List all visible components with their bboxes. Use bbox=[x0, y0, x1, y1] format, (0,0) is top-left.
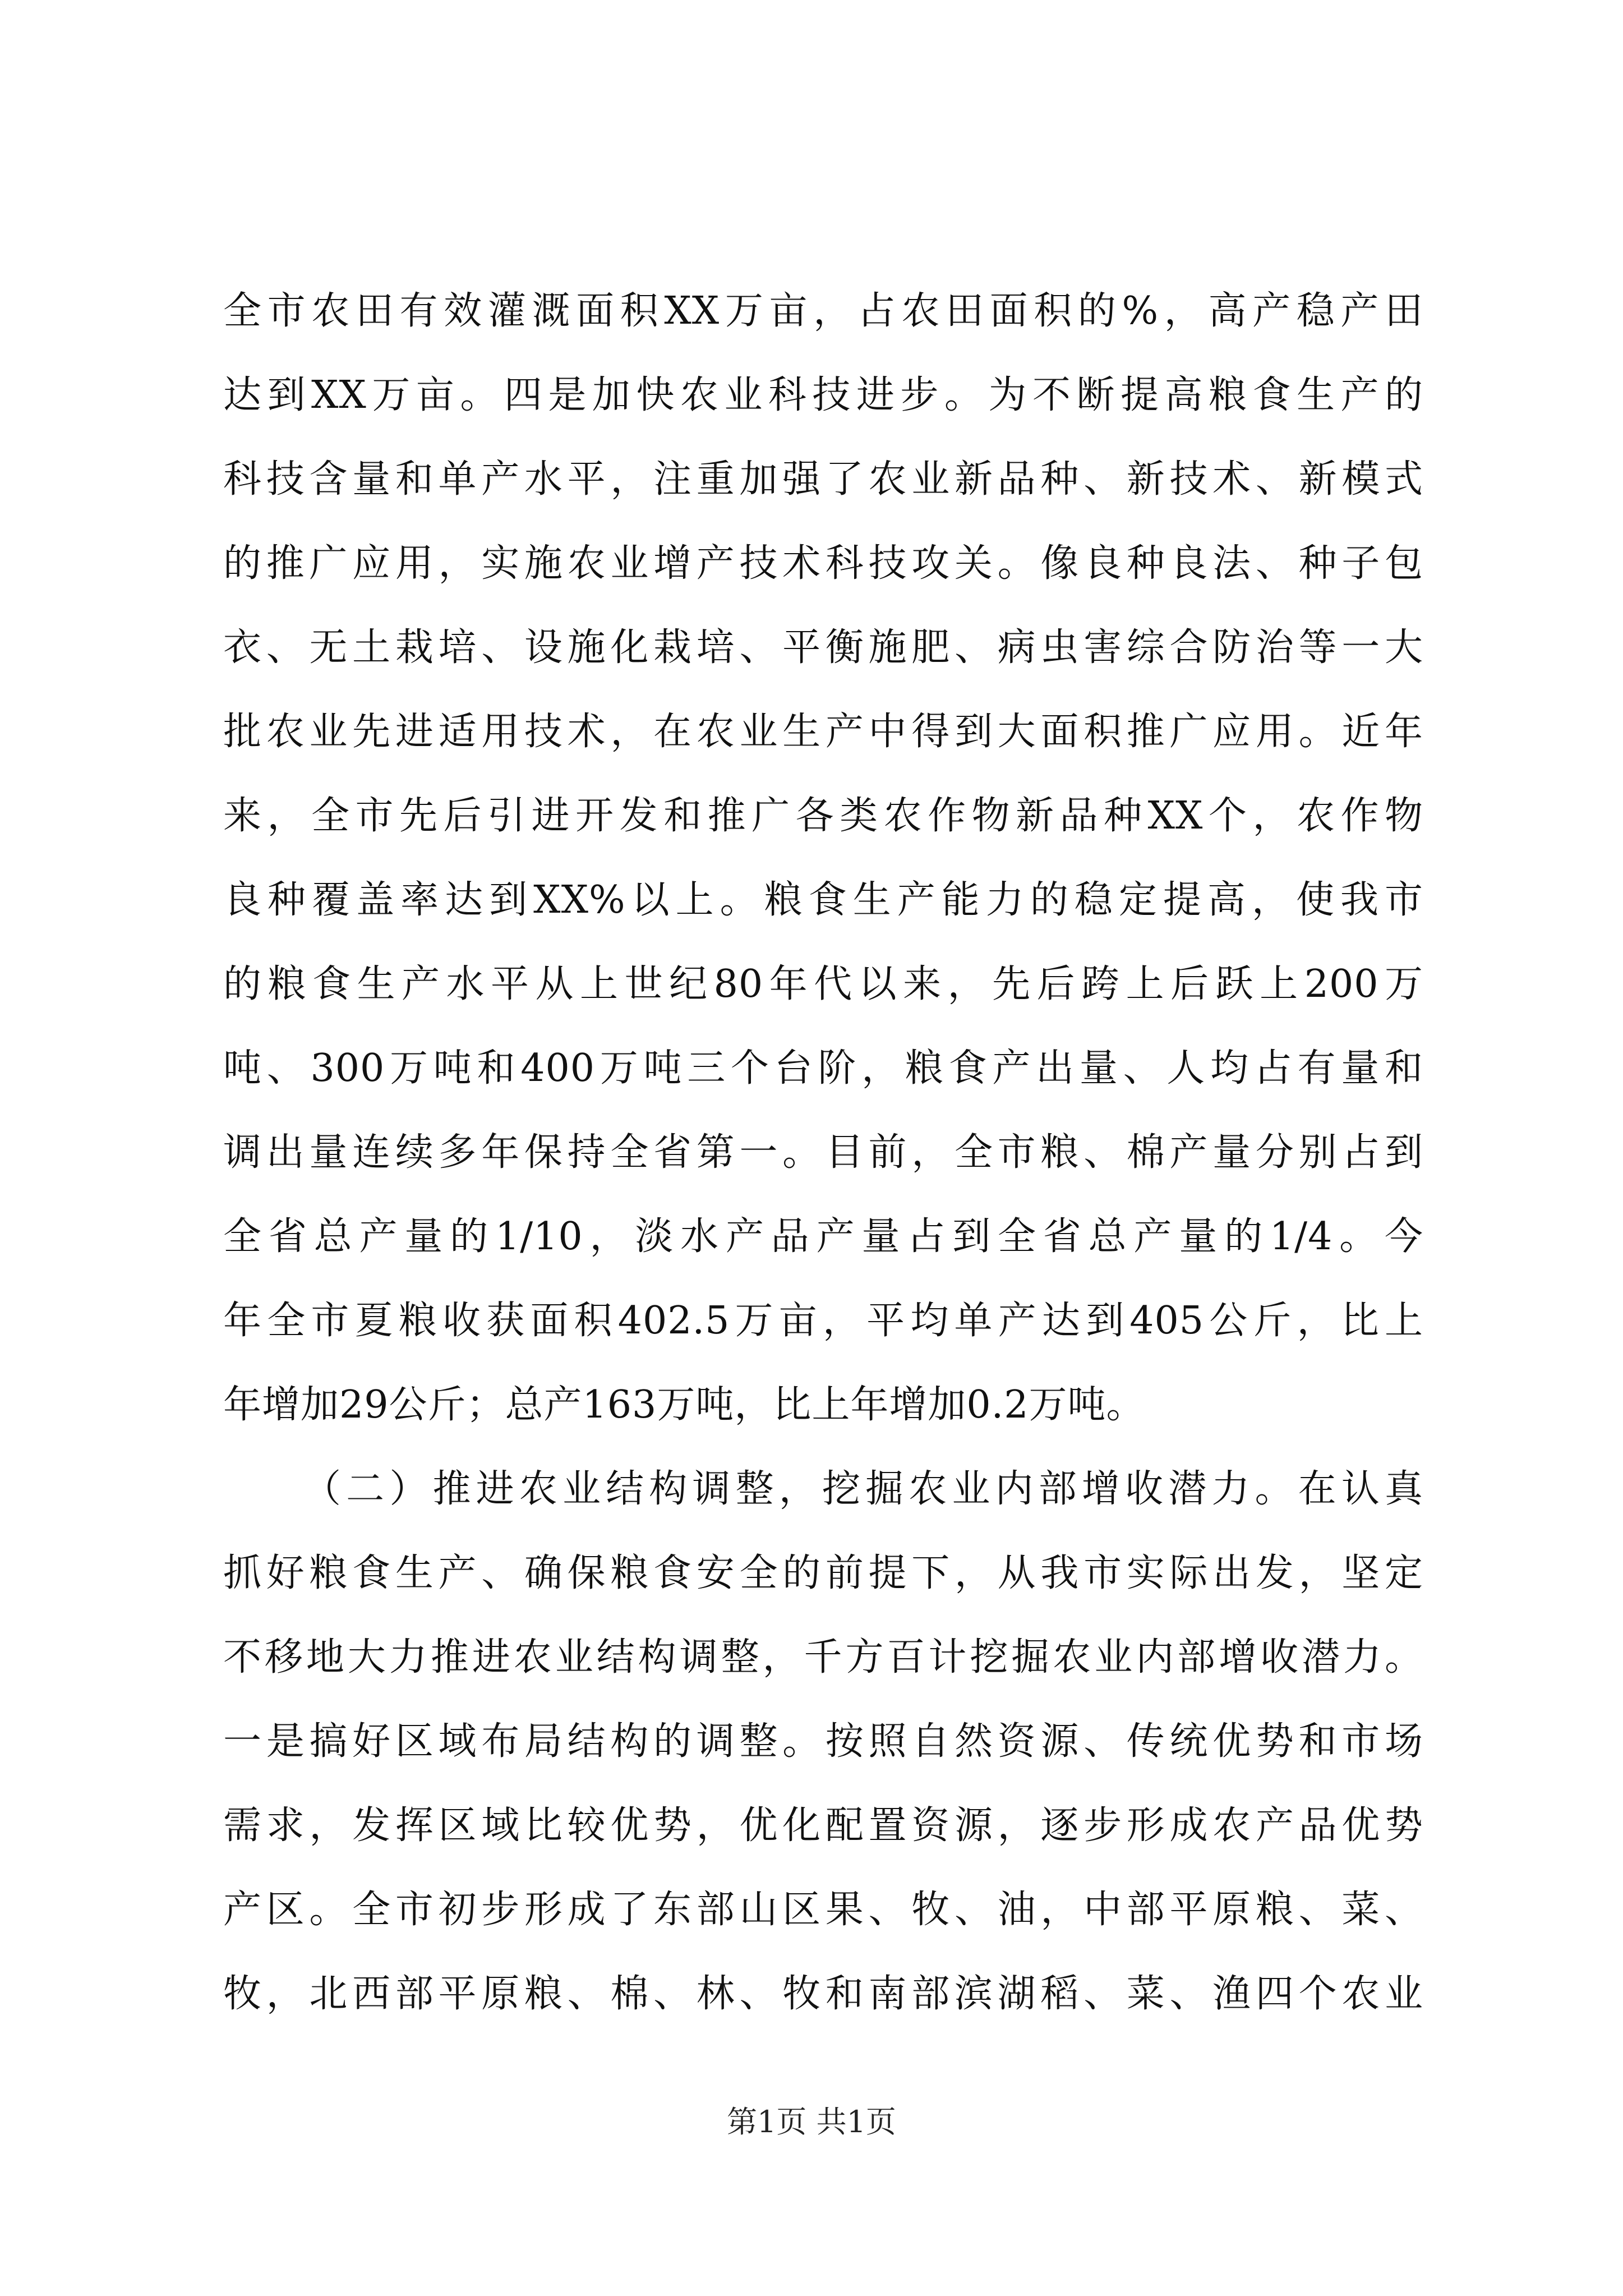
body-text-line: 吨、300万吨和400万吨三个台阶，粮食产出量、人均占有量和 bbox=[223, 1046, 1423, 1091]
body-text-line: 年增加29公斤；总产163万吨，比上年增加0.2万吨。 bbox=[223, 1383, 1145, 1427]
body-text-line: 科技含量和单产水平，注重加强了农业新品种、新技术、新模式 bbox=[223, 457, 1423, 501]
body-text-line: 牧，北西部平原粮、棉、林、牧和南部滨湖稻、菜、渔四个农业 bbox=[223, 1972, 1423, 2016]
body-text-line: 衣、无土栽培、设施化栽培、平衡施肥、病虫害综合防治等一大 bbox=[223, 625, 1423, 670]
page-footer: 第1页 共1页 bbox=[727, 2104, 896, 2139]
body-text-line: 一是搞好区域布局结构的调整。按照自然资源、传统优势和市场 bbox=[223, 1719, 1423, 1764]
body-text-line: 达到XX万亩。四是加快农业科技进步。为不断提高粮食生产的 bbox=[223, 373, 1423, 417]
body-text-line: 全省总产量的1/10，淡水产品产量占到全省总产量的1/4。今 bbox=[223, 1214, 1423, 1259]
body-text-line: 的推广应用，实施农业增产技术科技攻关。像良种良法、种子包 bbox=[223, 541, 1423, 586]
body-text-line: 来，全市先后引进开发和推广各类农作物新品种XX个，农作物 bbox=[223, 794, 1423, 838]
body-text-line: 全市农田有效灌溉面积XX万亩，占农田面积的%，高产稳产田 bbox=[223, 289, 1423, 333]
body-text-line: 良种覆盖率达到XX%以上。粮食生产能力的稳定提高，使我市 bbox=[223, 878, 1423, 922]
body-text-line: 不移地大力推进农业结构调整，千方百计挖掘农业内部增收潜力。 bbox=[223, 1635, 1423, 1680]
body-text-line: 批农业先进适用技术，在农业生产中得到大面积推广应用。近年 bbox=[223, 710, 1423, 754]
body-text-line: 抓好粮食生产、确保粮食安全的前提下，从我市实际出发，坚定 bbox=[223, 1551, 1423, 1595]
paragraph-heading-line: （二）推进农业结构调整，挖掘农业内部增收潜力。在认真 bbox=[303, 1467, 1423, 1511]
body-text-line: 产区。全市初步形成了东部山区果、牧、油，中部平原粮、菜、 bbox=[223, 1888, 1423, 1932]
body-text-line: 的粮食生产水平从上世纪80年代以来，先后跨上后跃上200万 bbox=[223, 962, 1423, 1006]
body-text-line: 年全市夏粮收获面积402.5万亩，平均单产达到405公斤，比上 bbox=[223, 1299, 1423, 1343]
body-text-line: 需求，发挥区域比较优势，优化配置资源，逐步形成农产品优势 bbox=[223, 1803, 1423, 1848]
body-text-line: 调出量连续多年保持全省第一。目前，全市粮、棉产量分别占到 bbox=[223, 1130, 1423, 1175]
